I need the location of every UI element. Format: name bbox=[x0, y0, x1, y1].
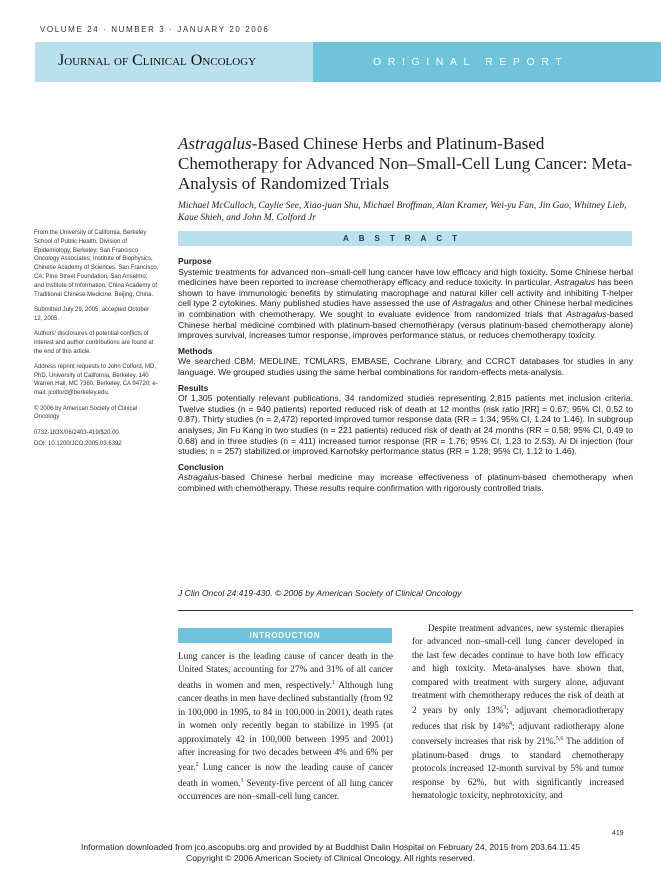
intro-left-column: Lung cancer is the leading cause of cancer death in the United States, accounting for 27% and 31% of all cancer deaths in women and men, respectively.$^1$ Although lung cancer deaths in men have declined substantially (from 92 in 100,000 in 1995, to 84 in 100,000 in 2001), death rates in women only recently began to stabilize in 1995 (at approximately 42 in 100,000 between 1995 and 2001) after increasing for two decades between 4% and 6% per year.$^2$ Lung cancer is now the leading cause of cancer death in women.$^1$ Seventy-five percent of all lung cancer occurrences are non–small-cell lung cancer. bbox=[178, 651, 393, 802]
page-number: 419 bbox=[612, 830, 624, 837]
conclusion-text: Astragalus-based Chinese herbal medicine may increase effectiveness of platinum-based chemotherapy when combined with chemotherapy. These results require confirmation with rigorously controlled trials. bbox=[178, 472, 633, 493]
journal-name-box bbox=[35, 42, 313, 82]
abstract-body bbox=[178, 256, 633, 498]
results-heading: Results bbox=[178, 382, 209, 393]
download-footer bbox=[0, 842, 661, 863]
doi: DOI: 10.1200/JCO.2005.03.6392 bbox=[34, 441, 122, 448]
purpose-text: Systemic treatments for advanced non–small-cell lung cancer have low efficacy and high toxicity. Some Chinese herbal medicines have been reported to increase chemotherapy efficacy and reduce toxicity. In particular, Astragalus has been shown to have immunologic benefits by stimulating macrophage and natural killer cell activity and inhibiting T-helper cell type 2 cytokines. Many published studies have assessed the use of Astragalus and other Chinese herbal medicines in combination with chemotherapy. We sought to evaluate evidence from randomized trials that Astragalus-based Chinese herbal medicine combined with platinum-based chemotherapy (versus platinum-based chemotherapy alone) improves survival, increases tumor response, improves performance status, or reduces chemotherapy toxicity. bbox=[178, 266, 633, 341]
disclosure-note: Authors' disclosures of potential conflicts of interest and author contributions are found at the end of this article. bbox=[34, 330, 154, 355]
affiliations: From the University of California, Berkeley School of Public Health, Division of Epidemiology, Berkeley; San Francisco Oncology Associates; Institute of Biophysics, Chinese Academy of Sciences, San Francisco, CA; Pine Street Foundation, San Anselmo; and Institute of Information, China Academy of Traditional Chinese Medicine, Beijing, China. bbox=[34, 230, 159, 298]
title-italic: Astragalus bbox=[178, 134, 252, 153]
abstract-heading-bar: ABSTRACT bbox=[178, 231, 632, 246]
methods-heading: Methods bbox=[178, 345, 213, 356]
methods-text: We searched CBM, MEDLINE, TCMLARS, EMBASE, Cochrane Library, and CCRCT databases for studies in any language. We grouped studies using the same herbal combinations for random-effects meta-analysis. bbox=[178, 356, 633, 377]
section-divider bbox=[178, 610, 633, 611]
citation-line: J Clin Oncol 24:419-430. © 2006 by American Society of Clinical Oncology bbox=[178, 588, 462, 598]
author-list: Michael McCulloch, Caylie See, Xiao-juan Shu, Michael Broffman, Alan Kramer, Wei-yu Fan, Jin Gao, Whitney Lieb, Kaue Shieh, and John M. Colford Jr bbox=[178, 201, 627, 223]
issue-line: VOLUME 24 · NUMBER 3 · JANUARY 20 2006 bbox=[40, 25, 270, 34]
section-label: ORIGINAL REPORT bbox=[373, 56, 569, 68]
conclusion-heading: Conclusion bbox=[178, 461, 224, 472]
reprint-address: Address reprint requests to John Colford, MD, PhD, University of California, Berkeley, 140 Warren Hall, MC 7360, Berkeley, CA 94720; e-mail: jcolford@berkeley.edu. bbox=[34, 363, 158, 397]
article-info-sidebar bbox=[34, 229, 159, 456]
copyright-footer: Copyright © 2006 American Society of Clinical Oncology. All rights reserved. bbox=[186, 852, 475, 863]
copyright-note: © 2006 by American Society of Clinical Oncology bbox=[34, 405, 138, 421]
introduction-heading-bar: INTRODUCTION bbox=[178, 628, 392, 643]
issn-code: 0732-183X/06/2403-419/$20.00 bbox=[34, 429, 119, 436]
purpose-heading: Purpose bbox=[178, 256, 212, 266]
journal-header-bar bbox=[35, 42, 661, 82]
intro-right-column: Despite treatment advances, new systemic therapies for advanced non–small-cell lung cancer developed in the last few decades continue to have both low efficacy and high toxicity. Meta-analyses have shown that, compared with treatment with surgery alone, adjuvant treatment with chemotherapy reduces the risk of death at 2 years by only 13%$^3$; adjuvant chemoradiotherapy reduces that risk by 14%$^4$; adjuvant radiotherapy alone conversely increases that risk by 21%.$^{5,6}$ The addition of platinum-based drugs to standard chemotherapy protocols increased 12-month survival by 5% and tumor response by 62%, but with significantly increased hematologic toxicity, nephrotoxicity, and bbox=[412, 623, 624, 801]
journal-name: Journal of Clinical Oncology bbox=[58, 52, 257, 69]
results-text: Of 1,305 potentially relevant publications, 34 randomized studies representing 2,815 patients met inclusion criteria. Twelve studies (n = 940 patients) reported reduced risk of death at 12 months (risk ratio [RR] = 0.67; 95% CI, 0.52 to 0.87). Thirty studies (n = 2,472) reported improved tumor response data (RR = 1.34; 95% CI, 1.24 to 1.46). In subgroup analyses, Jin Fu Kang in two studies (n = 221 patients) reduced risk of death at 24 months (RR = 0.58; 95% CI, 0.49 to 0.68) and in three studies (n = 411) increased tumor response (RR = 1.76; 95% CI, 1.23 to 2.53). Ai Di injection (four studies; n = 257) stabilized or improved Karnofsky performance status (RR = 1.28; 95% CI, 1.12 to 1.46). bbox=[178, 393, 633, 457]
download-notice: Information downloaded from jco.ascopubs.org and provided by at Buddhist Dalin Hospital on February 24, 2015 from 203.64.11.45 bbox=[80, 842, 581, 852]
article-title bbox=[178, 134, 633, 194]
title-rest: -Based Chinese Herbs and Platinum-Based Chemotherapy for Advanced Non–Small-Cell Lung Cancer: Meta-Analysis of Randomized Trials bbox=[178, 134, 633, 193]
submission-dates: Submitted July 29, 2005; accepted October 12, 2005. bbox=[34, 306, 150, 322]
